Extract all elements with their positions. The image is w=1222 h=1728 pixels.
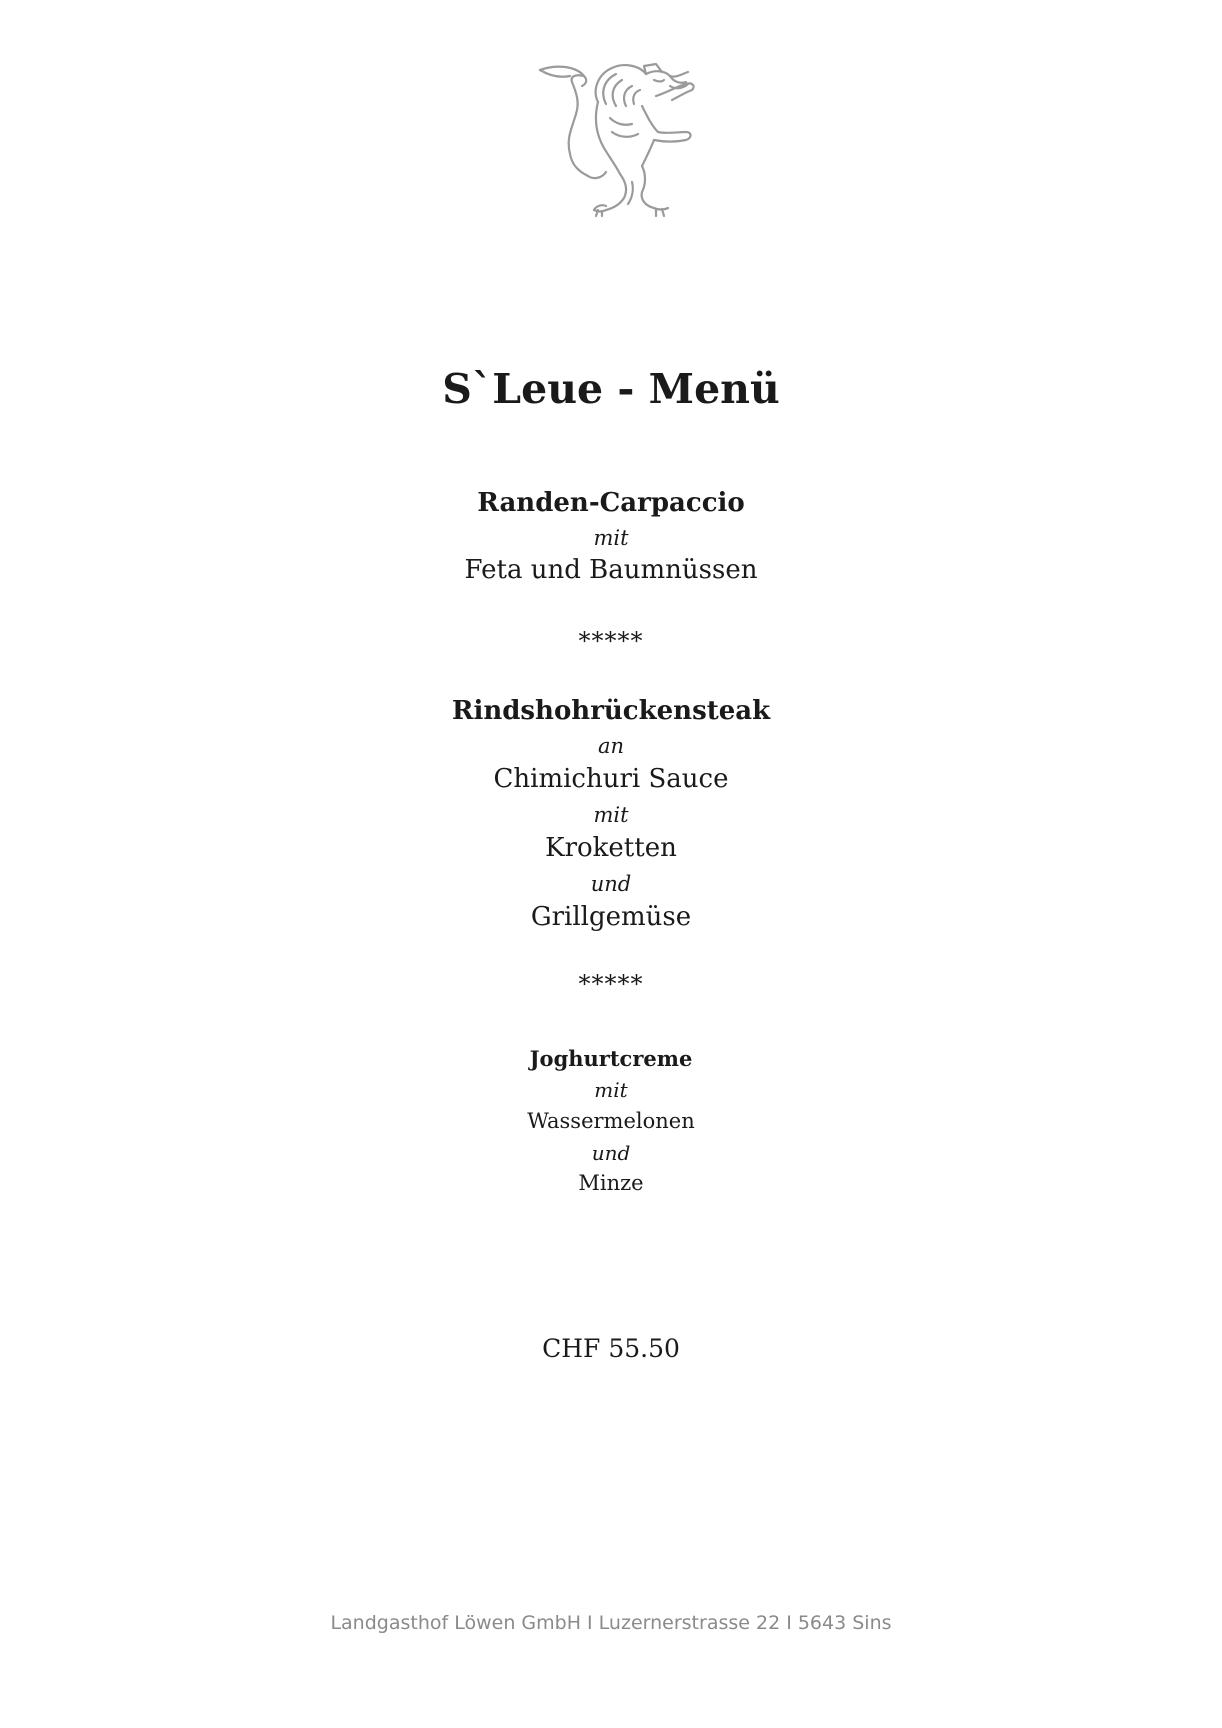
- dessert-connector-2: und: [591, 1141, 631, 1165]
- menu-title: S`Leue - Menü: [442, 365, 780, 413]
- main-side-3: Grillgemüse: [530, 902, 692, 932]
- starter-connector-1: mit: [593, 526, 629, 550]
- main-connector-1: an: [597, 734, 625, 758]
- main-side-1: Chimichuri Sauce: [493, 764, 729, 794]
- lion-logo-icon: [536, 62, 716, 222]
- main-connector-3: und: [590, 872, 632, 896]
- starter-name: Randen-Carpaccio: [477, 488, 745, 518]
- main-course-name: Rindshohrückensteak: [451, 696, 771, 726]
- starter-side-1: Feta und Baumnüssen: [464, 555, 758, 585]
- course-separator: *****: [578, 970, 644, 998]
- dessert-side-1: Wassermelonen: [527, 1109, 695, 1133]
- main-connector-2: mit: [593, 803, 629, 827]
- main-side-2: Kroketten: [545, 833, 677, 863]
- footer-address: Landgasthof Löwen GmbH I Luzernerstrasse 22 I 5643 Sins: [330, 1612, 892, 1634]
- course-separator: *****: [578, 627, 644, 655]
- dessert-connector-1: mit: [594, 1078, 628, 1102]
- dessert-side-2: Minze: [578, 1171, 644, 1195]
- dessert-name: Joghurtcreme: [529, 1046, 693, 1071]
- menu-price: CHF 55.50: [542, 1334, 680, 1363]
